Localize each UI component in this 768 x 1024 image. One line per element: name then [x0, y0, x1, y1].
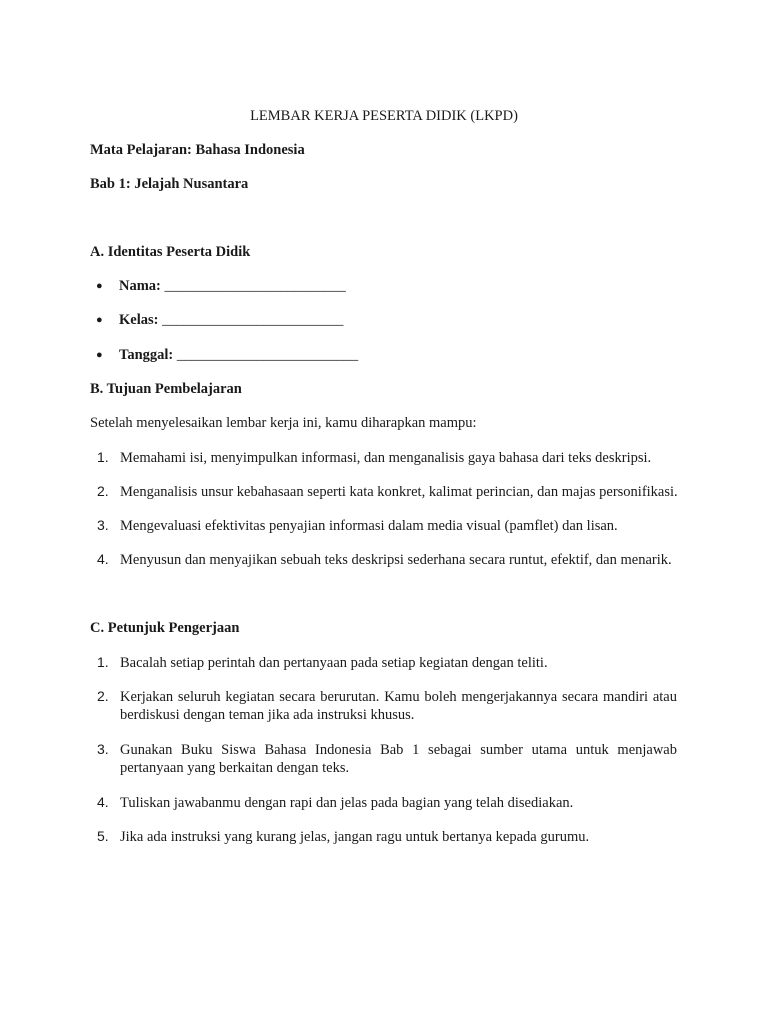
list-item-text: Menganalisis unsur kebahasaan seperti kata konkret, kalimat perincian, dan majas personifikasi. — [120, 484, 678, 500]
instruction-item — [97, 688, 677, 724]
bullet-icon: ● — [96, 349, 103, 361]
document-title: LEMBAR KERJA PESERTA DIDIK (LKPD) — [250, 108, 518, 124]
field-blank: _________________________ — [162, 312, 344, 328]
bullet-icon: ● — [96, 280, 103, 292]
section-c-heading: C. Petunjuk Pengerjaan — [90, 620, 240, 636]
identity-field-class — [96, 312, 343, 329]
instruction-item — [97, 794, 677, 812]
chapter-line: Bab 1: Jelajah Nusantara — [90, 176, 249, 192]
bullet-icon: ● — [96, 314, 103, 326]
list-number: 3. — [97, 517, 109, 533]
list-number: 2. — [97, 688, 109, 704]
field-blank: _________________________ — [164, 278, 346, 294]
list-item-text: Menyusun dan menyajikan sebuah teks deskripsi sederhana secara runtut, efektif, dan menarik. — [120, 552, 672, 568]
objective-item — [97, 483, 677, 501]
instruction-item — [97, 828, 677, 846]
list-item-text: Kerjakan seluruh kegiatan secara berurutan. Kamu boleh mengerjakannya secara mandiri atau berdiskusi dengan teman jika ada instruksi khusus. — [120, 689, 677, 723]
field-blank: _________________________ — [176, 347, 359, 363]
section-b-intro: Setelah menyelesaikan lembar kerja ini, kamu diharapkan mampu: — [90, 415, 477, 431]
identity-field-name — [96, 278, 346, 295]
section-b-heading: B. Tujuan Pembelajaran — [90, 381, 242, 397]
field-label: Kelas: — [119, 312, 159, 328]
identity-field-date — [96, 347, 358, 364]
list-item-text: Bacalah setiap perintah dan pertanyaan pada setiap kegiatan dengan teliti. — [120, 655, 548, 671]
objective-item — [97, 551, 677, 569]
list-number: 1. — [97, 449, 109, 465]
field-label: Tanggal: — [119, 347, 174, 363]
list-item-text: Tuliskan jawabanmu dengan rapi dan jelas pada bagian yang telah disediakan. — [120, 795, 574, 811]
section-a-heading: A. Identitas Peserta Didik — [90, 244, 251, 260]
instruction-item — [97, 654, 677, 672]
instruction-item — [97, 741, 677, 777]
field-label: Nama: — [119, 278, 161, 294]
list-number: 1. — [97, 654, 109, 670]
list-item-text: Jika ada instruksi yang kurang jelas, jangan ragu untuk bertanya kepada gurumu. — [120, 829, 590, 845]
list-number: 5. — [97, 828, 109, 844]
objective-item — [97, 449, 677, 467]
objective-item — [97, 517, 677, 535]
list-item-text: Gunakan Buku Siswa Bahasa Indonesia Bab 1 sebagai sumber utama untuk menjawab pertanyaan yang berkaitan dengan teks. — [120, 742, 677, 776]
subject-line: Mata Pelajaran: Bahasa Indonesia — [90, 142, 305, 158]
list-number: 3. — [97, 741, 109, 757]
list-number: 4. — [97, 794, 109, 810]
list-item-text: Memahami isi, menyimpulkan informasi, dan menganalisis gaya bahasa dari teks deskripsi. — [120, 450, 652, 466]
list-item-text: Mengevaluasi efektivitas penyajian informasi dalam media visual (pamflet) dan lisan. — [120, 518, 618, 534]
list-number: 4. — [97, 551, 109, 567]
list-number: 2. — [97, 483, 109, 499]
